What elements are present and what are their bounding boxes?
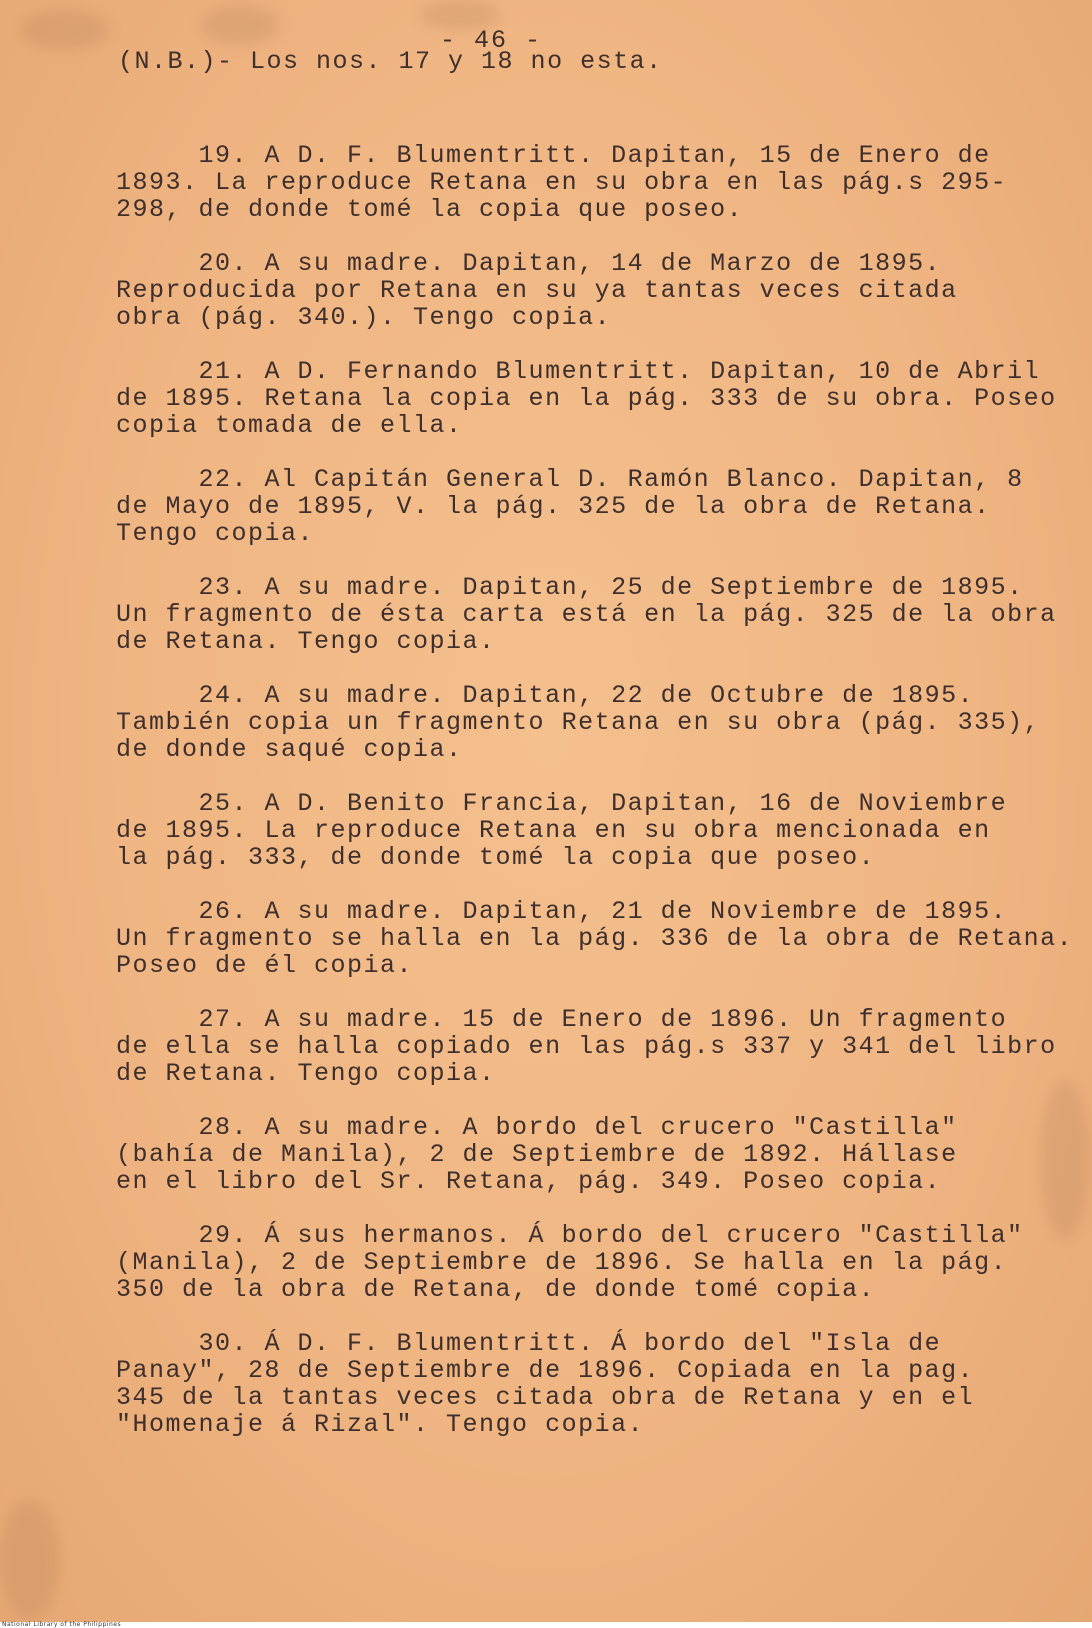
entry-27-line-3: de Retana. Tengo copia. (116, 1059, 496, 1088)
entry-28-line-2: (bahía de Manila), 2 de Septiembre de 1892. Hállase (116, 1140, 958, 1169)
page-number: - 46 - (440, 26, 543, 55)
entry-30-line-2: Panay", 28 de Septiembre de 1896. Copiada en la pag. (116, 1356, 975, 1385)
entry-23-line-3: de Retana. Tengo copia. (116, 627, 496, 656)
entry-23-line-2: Un fragmento de ésta carta está en la pág. 325 de la obra (116, 600, 1057, 629)
entry-26-line-2: Un fragmento se halla en la pág. 336 de la obra de Retana. (116, 924, 1074, 953)
entry-29-line-3: 350 de la obra de Retana, de donde tomé copia. (116, 1275, 876, 1304)
entry-27-line-1: 27. A su madre. 15 de Enero de 1896. Un fragmento (116, 1005, 1008, 1034)
bottom-margin (0, 1622, 1092, 1628)
entry-22-line-1: 22. Al Capitán General D. Ramón Blanco. Dapitan, 8 (116, 465, 1024, 494)
entry-24-line-1: 24. A su madre. Dapitan, 22 de Octubre de 1895. (116, 681, 975, 710)
entry-25-line-3: la pág. 333, de donde tomé la copia que poseo. (116, 843, 876, 872)
entry-20-line-1: 20. A su madre. Dapitan, 14 de Marzo de 1895. (116, 249, 942, 278)
entry-22-line-2: de Mayo de 1895, V. la pág. 325 de la obra de Retana. (116, 492, 991, 521)
entry-25-line-1: 25. A D. Benito Francia, Dapitan, 16 de Noviembre (116, 789, 1008, 818)
entry-25-line-2: de 1895. La reproduce Retana en su obra mencionada en (116, 816, 991, 845)
entry-30-line-3: 345 de la tantas veces citada obra de Retana y en el (116, 1383, 975, 1412)
entry-21-line-2: de 1895. Retana la copia en la pág. 333 de su obra. Poseo (116, 384, 1057, 413)
paper-stain (1040, 1080, 1090, 1240)
entry-29-line-2: (Manila), 2 de Septiembre de 1896. Se halla en la pág. (116, 1248, 1008, 1277)
entry-28-line-3: en el libro del Sr. Retana, pág. 349. Poseo copia. (116, 1167, 942, 1196)
note-line: (N.B.)- Los nos. 17 y 18 no esta. (118, 47, 663, 76)
entry-20-line-3: obra (pág. 340.). Tengo copia. (116, 303, 612, 332)
entry-24-line-3: de donde saqué copia. (116, 735, 463, 764)
entry-29-line-1: 29. Á sus hermanos. Á bordo del crucero "Castilla" (116, 1221, 1024, 1250)
entry-28-line-1: 28. A su madre. A bordo del crucero "Castilla" (116, 1113, 958, 1142)
entry-21-line-1: 21. A D. Fernando Blumentritt. Dapitan, 10 de Abril (116, 357, 1041, 386)
paper-stain (200, 5, 280, 45)
entry-19-line-2: 1893. La reproduce Retana en su obra en las pág.s 295- (116, 168, 1008, 197)
entry-27-line-2: de ella se halla copiado en las pág.s 337 y 341 del libro (116, 1032, 1057, 1061)
entry-30-line-1: 30. Á D. F. Blumentritt. Á bordo del "Isla de (116, 1329, 942, 1358)
entry-23-line-1: 23. A su madre. Dapitan, 25 de Septiembre de 1895. (116, 573, 1024, 602)
entry-19-line-3: 298, de donde tomé la copia que poseo. (116, 195, 744, 224)
entry-22-line-3: Tengo copia. (116, 519, 315, 548)
entry-26-line-3: Poseo de él copia. (116, 951, 414, 980)
entry-20-line-2: Reproducida por Retana en su ya tantas veces citada (116, 276, 958, 305)
entry-26-line-1: 26. A su madre. Dapitan, 21 de Noviembre de 1895. (116, 897, 1008, 926)
paper-stain (20, 10, 110, 50)
entry-21-line-3: copia tomada de ella. (116, 411, 463, 440)
entry-24-line-2: También copia un fragmento Retana en su obra (pág. 335), (116, 708, 1041, 737)
library-credit: National Library of the Philippines (2, 1621, 122, 1628)
entry-19-line-1: 19. A D. F. Blumentritt. Dapitan, 15 de Enero de (116, 141, 991, 170)
entry-30-line-4: "Homenaje á Rizal". Tengo copia. (116, 1410, 645, 1439)
paper-stain (0, 1500, 60, 1620)
